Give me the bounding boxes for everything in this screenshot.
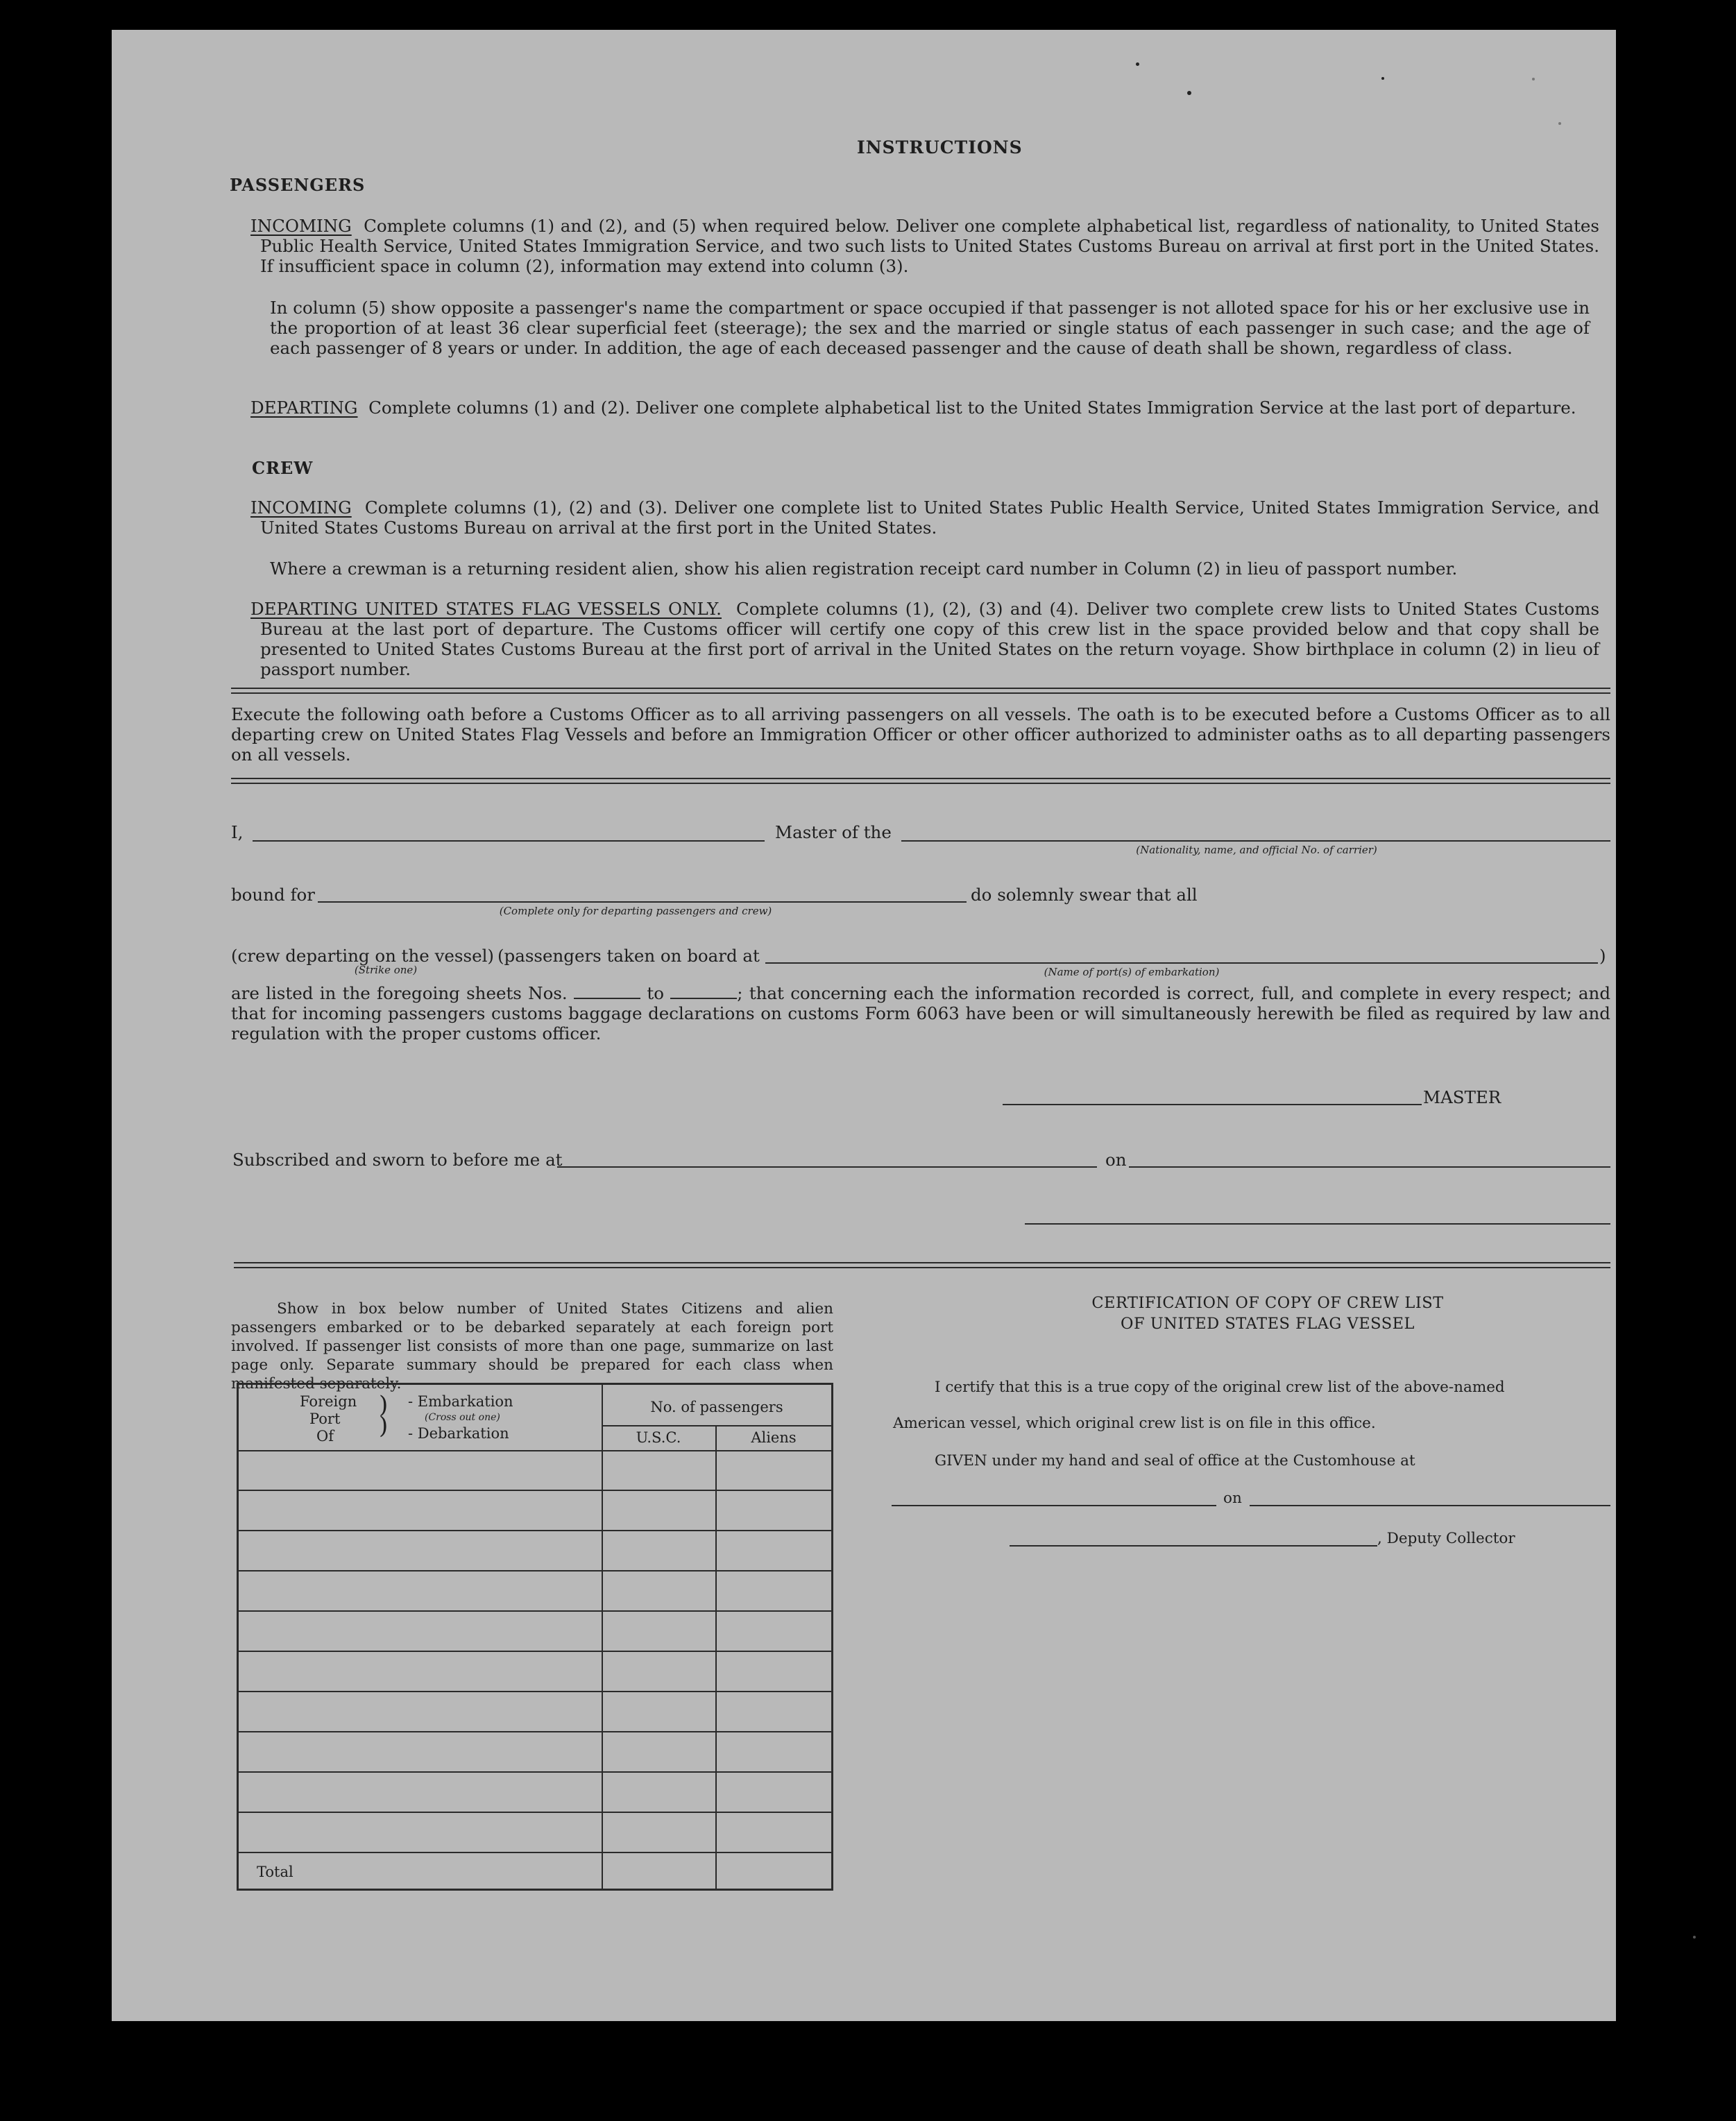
master-of-the-label: Master of the <box>775 822 892 842</box>
deputy-collector-label: , Deputy Collector <box>1377 1530 1515 1547</box>
table-column-divider <box>715 1425 717 1889</box>
summary-instruction: Show in box below number of United States Citizens and alien passengers embarked or to be debarked separately at each foreign port involved. If passenger list consists of more than one page, summarize on last page only. Separate summary should be prepared for each class when manifested separately. <box>231 1300 833 1392</box>
crew-departing-option[interactable]: (crew departing on the vessel) <box>231 946 494 966</box>
certification-line2: American vessel, which original crew list is on file in this office. <box>893 1415 1376 1432</box>
bound-for-caption: (Complete only for departing passengers and crew) <box>499 905 772 917</box>
sworn-place-field[interactable] <box>557 1166 1097 1168</box>
cross-out-caption: (Cross out one) <box>425 1412 500 1423</box>
oath-statement <box>231 983 1610 1044</box>
embarkation-caption: (Name of port(s) of embarkation) <box>1044 966 1220 978</box>
table-row <box>239 1490 831 1491</box>
passengers-incoming-instruction <box>250 216 1599 276</box>
of-label: Of <box>316 1428 334 1445</box>
table-row <box>239 1570 831 1571</box>
master-name-field[interactable] <box>253 840 765 842</box>
bound-for-field[interactable] <box>318 901 967 903</box>
divider <box>231 778 1610 784</box>
oath-instruction: Execute the following oath before a Customs Officer as to all arriving passengers on all vessels. The oath is to be executed before a Customs Officer as to all departing crew on United States Flag Vessels and before an Immigration Officer or other officer authorized to administer oaths as to all departing passengers on all vessels. <box>231 704 1610 765</box>
foreign-label: Foreign <box>300 1393 357 1410</box>
table-row <box>239 1771 831 1773</box>
debarkation-label[interactable]: - Debarkation <box>408 1425 509 1442</box>
scan-speck <box>1187 91 1191 95</box>
subscribed-label: Subscribed and sworn to before me at <box>232 1150 563 1170</box>
master-signature-field[interactable] <box>1003 1104 1422 1105</box>
port-label: Port <box>309 1411 341 1427</box>
certification-title <box>983 1293 1552 1334</box>
usc-header: U.S.C. <box>636 1429 681 1446</box>
table-column-divider <box>602 1385 603 1889</box>
oath-i-label: I, <box>231 822 244 842</box>
table-row <box>239 1530 831 1531</box>
deputy-signature-field[interactable] <box>1010 1545 1377 1547</box>
table-row <box>239 1691 831 1692</box>
divider <box>231 688 1610 694</box>
table-row <box>239 1651 831 1652</box>
passenger-summary-table <box>237 1383 833 1891</box>
passengers-title: PASSENGERS <box>230 175 366 195</box>
table-row <box>239 1731 831 1732</box>
bracket-upper: ) <box>379 1391 389 1419</box>
crew-departing-label: DEPARTING UNITED STATES FLAG VESSELS ONLY. <box>250 599 722 619</box>
sworn-on-label: on <box>1105 1150 1127 1170</box>
table-row <box>239 1610 831 1612</box>
crew-departing-text: Complete columns (1), (2), (3) and (4). Deliver two complete crew lists to United States Customs Bureau at the last port of departure. The Customs officer will certify one copy of this crew list in the space provided below and that copy shall be presented to United States Customs Bureau at the first port of arrival in the United States on the return voyage. Show birthplace in column (2) in lieu of passport number. <box>260 599 1600 679</box>
crew-incoming-label: INCOMING <box>250 497 352 518</box>
passengers-taken-option[interactable]: (passengers taken on board at <box>497 946 760 966</box>
carrier-caption: (Nationality, name, and official No. of carrier) <box>1136 844 1377 856</box>
swear-label: do solemnly swear that all <box>971 885 1198 905</box>
scan-speck <box>1558 122 1561 125</box>
column5-instruction: In column (5) show opposite a passenger's name the compartment or space occupied if that passenger is not alloted space for his or her exclusive use in the proportion of at least 36 clear superficial feet (steerage); the sex and the married or single status of each passenger in such case; and the age of each passenger of 8 years or under. In addition, the age of each deceased passenger and the cause of death shall be shown, regardless of class. <box>270 298 1590 358</box>
officer-signature-field[interactable] <box>1025 1223 1610 1225</box>
carrier-field[interactable] <box>901 840 1610 842</box>
certification-title-line2: OF UNITED STATES FLAG VESSEL <box>1121 1315 1415 1333</box>
certification-on-label: on <box>1223 1490 1242 1507</box>
sheet-to-field[interactable] <box>670 985 737 999</box>
to-label: to <box>647 983 664 1003</box>
table-row <box>239 1450 831 1451</box>
certification-line1: I certify that this is a true copy of the original crew list of the above-named <box>935 1379 1505 1396</box>
crew-alien-instruction: Where a crewman is a returning resident alien, show his alien registration receipt card number in Column (2) in lieu of passport number. <box>270 559 1458 579</box>
sworn-date-field[interactable] <box>1129 1166 1610 1168</box>
crew-title: CREW <box>252 458 314 478</box>
instructions-heading: INSTRUCTIONS <box>857 137 1023 157</box>
table-row <box>239 1812 831 1813</box>
scan-speck <box>1532 78 1535 80</box>
scan-speck <box>1693 1936 1696 1939</box>
passengers-incoming-label: INCOMING <box>250 216 352 236</box>
close-paren: ) <box>1599 946 1606 966</box>
table-header-divider <box>602 1425 831 1426</box>
scan-speck <box>1136 62 1139 66</box>
sheets-prefix: are listed in the foregoing sheets Nos. <box>231 983 568 1003</box>
divider <box>234 1262 1610 1268</box>
strike-one-caption: (Strike one) <box>354 964 418 976</box>
bracket-lower: ) <box>379 1412 389 1440</box>
crew-incoming-text: Complete columns (1), (2) and (3). Deliver one complete list to United States Public Health Service, United States Immigration Service, and United States Customs Bureau on arrival at the first port in the United States. <box>260 497 1599 538</box>
passengers-departing-instruction <box>250 398 1599 418</box>
sheet-from-field[interactable] <box>574 985 640 999</box>
crew-incoming-instruction <box>250 497 1599 538</box>
embarkation-ports-field[interactable] <box>765 962 1598 964</box>
certification-title-line1: CERTIFICATION OF COPY OF CREW LIST <box>1091 1294 1444 1312</box>
passengers-departing-text: Complete columns (1) and (2). Deliver one complete alphabetical list to the United States Immigration Service at the last port of departure. <box>368 398 1576 418</box>
customhouse-field[interactable] <box>892 1505 1216 1506</box>
form-sheet <box>112 30 1616 2021</box>
master-label: MASTER <box>1423 1087 1501 1107</box>
table-row <box>239 1852 831 1853</box>
total-label: Total <box>257 1864 293 1880</box>
embarkation-label[interactable]: - Embarkation <box>408 1393 513 1410</box>
certification-date-field[interactable] <box>1250 1505 1610 1506</box>
scan-speck <box>1381 77 1384 80</box>
certification-line3: GIVEN under my hand and seal of office at the Customhouse at <box>935 1452 1415 1470</box>
crew-departing-instruction <box>250 599 1599 679</box>
sheets-rest: ; that concerning each the information recorded is correct, full, and complete in every respect; and that for incoming passengers customs baggage declarations on customs Form 6063 have been or will simultaneously herewith be filed as required by law and regulation with the proper customs officer. <box>231 983 1611 1044</box>
aliens-header: Aliens <box>751 1429 797 1446</box>
passengers-incoming-text: Complete columns (1) and (2), and (5) when required below. Deliver one complete alphabetical list, regardless of nationality, to United States Public Health Service, United States Immigration Service, and two such lists to United States Customs Bureau on arrival at first port in the United States. If insufficient space in column (2), information may extend into column (3). <box>260 216 1599 276</box>
bound-for-label: bound for <box>231 885 315 905</box>
passengers-departing-label: DEPARTING <box>250 398 358 418</box>
no-of-passengers-header: No. of passengers <box>650 1399 783 1415</box>
